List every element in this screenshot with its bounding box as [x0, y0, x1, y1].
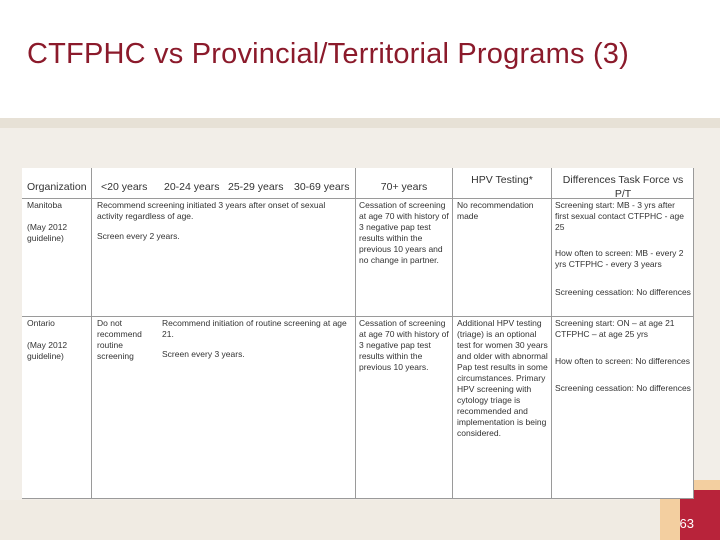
table-bottom-border: [22, 498, 694, 499]
row-divider: [22, 316, 694, 317]
header-hpv-testing: HPV Testing*: [471, 174, 533, 186]
manitoba-diff-cessation: Screening cessation: No differences: [555, 287, 691, 297]
ontario-hpv: Additional HPV testing (triage) is an optional test for women 30 years and older with abnormal Pap test results in some circumstances. Primary HPV screening with cytology triage is recommended and implementation is being considered.: [457, 318, 548, 439]
org-manitoba: Manitoba: [27, 200, 62, 210]
page-title: CTFPHC vs Provincial/Territorial Programs (3): [27, 38, 629, 70]
guideline-ontario: (May 2012 guideline): [27, 340, 68, 362]
header-divider-stripe: [0, 118, 720, 128]
column-divider: [551, 168, 552, 499]
header-organization: Organization: [27, 181, 87, 193]
ontario-diff-cessation: Screening cessation: No differences: [555, 383, 691, 393]
column-divider: [452, 168, 453, 499]
ontario-diff-start: Screening start: ON – at age 21 CTFPHC – at age 25 yrs: [555, 318, 675, 340]
ontario-under-20: Do not recommend routine screening: [97, 318, 142, 362]
manitoba-70-plus: Cessation of screening at age 70 with history of 3 negative pap test results within the previous 10 years and no change in partner.: [359, 200, 449, 266]
comparison-table: [22, 168, 694, 499]
page-number: 63: [679, 516, 694, 531]
manitoba-diff-start: Screening start: MB - 3 yrs after first sexual contact CTFPHC - age 25: [555, 200, 684, 233]
header-differences: Differences Task Force vs P/T: [562, 174, 684, 200]
ontario-screening-interval: Screen every 3 years.: [162, 349, 245, 359]
manitoba-hpv: No recommendation made: [457, 200, 534, 222]
ontario-70-plus: Cessation of screening at age 70 with history of 3 negative pap test results within the previous 10 years.: [359, 318, 449, 373]
column-divider: [355, 168, 356, 499]
header-under-20: <20 years: [101, 181, 148, 193]
header-30-69: 30-69 years: [294, 181, 350, 193]
ontario-screening-initiation: Recommend initiation of routine screening at age 21.: [162, 318, 347, 340]
ontario-diff-interval: How often to screen: No differences: [555, 356, 690, 366]
column-divider: [91, 168, 92, 499]
manitoba-screening-initiation: Recommend screening initiated 3 years after onset of sexual activity regardless of age.: [97, 200, 326, 222]
footer-band: [0, 500, 720, 540]
guideline-manitoba: (May 2012 guideline): [27, 222, 68, 244]
table-right-border: [693, 168, 694, 499]
manitoba-screening-interval: Screen every 2 years.: [97, 231, 180, 241]
header-20-24: 20-24 years: [164, 181, 220, 193]
header-70-plus: 70+ years: [380, 181, 428, 193]
manitoba-diff-interval: How often to screen: MB - every 2 yrs CTFPHC - every 3 years: [555, 248, 684, 270]
header-25-29: 25-29 years: [228, 181, 284, 193]
org-ontario: Ontario: [27, 318, 55, 328]
